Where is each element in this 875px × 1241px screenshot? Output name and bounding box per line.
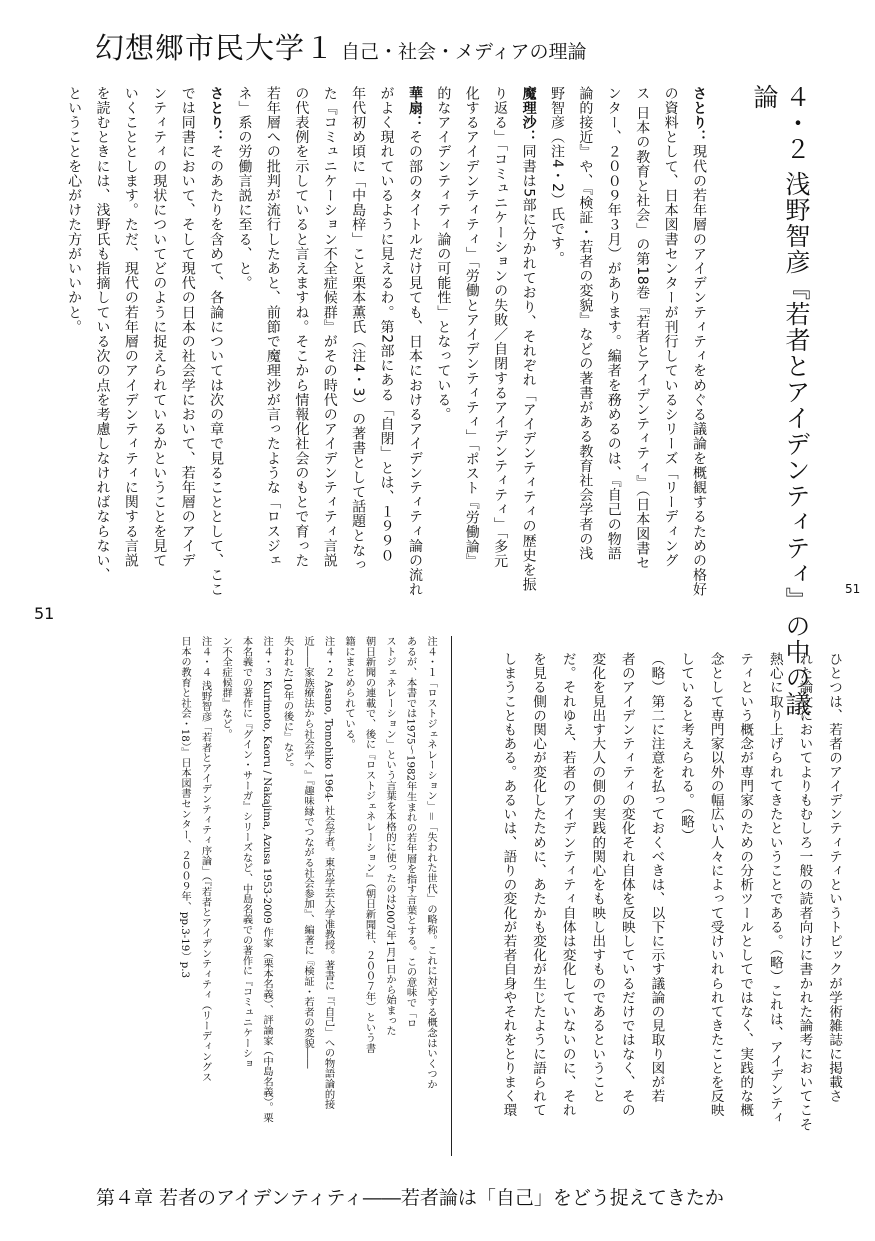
dialogue-line: では同書において、そして現代の日本の社会学において、若年層のアイデ [179,86,196,568]
quotation-line: ティという概念が専門家のための分析ツールとしてではなく、実践的な概 [737,652,754,1118]
speaker-label: さとり： [691,86,707,145]
dialogue-line [202,86,230,621]
quotation-line: 熱心に取り上げられてきたということである。（略）これは、アイデンティ [766,652,783,1125]
footnote-line: あるが、本書では1975〜1982年生まれの若年層を指す言葉とする。この意味で「ロ [404,636,417,1029]
section-title-line: ４・２ 浅野智彦『若者とアイデンティティ』の中の議 [782,84,811,717]
quotation-line: ひとつは、若者のアイデンティティというトピックが学術雑誌に掲載さ [826,652,842,1104]
dialogue-block [60,86,713,621]
footnote-line: 失われた10年の後に』など。 [281,636,294,773]
dialogue-line: の代表例を示していると言えますね。そこから情報化社会のもとで育った [293,86,310,568]
dialogue-line [401,86,429,621]
footnote-line: 注４・３ Kurimoto, Kaoru / Nakajima, Azusa 1953-2009 作家（栗本名義）、評論家（中島名義）。栗 [261,636,273,1123]
dialogue-paragraph [429,86,543,621]
dialogue-paragraph [60,86,230,621]
quotation-line: れた論文においてよりもむしろ一般の読者向けに書かれた論考においてこそ [796,652,813,1132]
quotation-line: 念として専門家以外の幅広い人々によって受けいれられてきたことを反映 [707,652,724,1118]
quotation-line: していると考えられる。（略） [678,652,695,843]
dialogue-text: 同書は5部に分かれており、それぞれ「アイデンティティの歴史を振 [520,144,537,592]
quotation-line: を見る側の関心が変化したために、あたかも変化が生じたように語られて [530,652,547,1118]
dialogue-line: 野智彦（注4・2）氏です。 [548,86,565,266]
dialogue-line: ネ」系の労働言説に至る、と。 [236,86,253,291]
dialogue-line: ンター、２００９年３月）があります。編者を務めるのは、『自己の物語 [605,86,622,561]
footnote-line: 籍にまとめられている。 [343,636,355,750]
section-title-line: 論 [750,84,779,110]
quotation-line: しまうこともある。あるいは、語りの変化が若者自身やそれをとりまく環 [500,652,517,1118]
book-title: 幻想郷市民大学１ [95,31,336,65]
dialogue-line: がよく現れているように見えるわ。第2部にある「自閉」とは、１９９０ [378,86,395,563]
footnotes [175,636,442,1156]
dialogue-paragraph [543,86,713,621]
speaker-label: さとり： [208,86,225,145]
dialogue-text: 現代の若年層のアイデンティティをめぐる議論を概観するための格好 [691,144,707,598]
footnote-line: 本名義での著作に『グイン・サーガ』シリーズなど、中島名義での著作に『コミュニケーショ [240,636,253,1069]
dialogue-line: いくこととします。ただ、現代の若年層のアイデンティティに関する言説 [122,86,139,568]
dialogue-text: その部のタイトルだけ見ても、日本におけるアイデンティティ論の流れ [406,129,423,598]
book-subtitle: 自己・社会・メディアの理論 [341,41,587,63]
quotation-block [493,652,848,1154]
footnote-line: ストジェネレーション」という言葉を本格的に使ったのは2007年1月1日から始まった [384,636,396,1036]
dialogue-line: ンティティの現状についてどのように捉えられているかということを見て [151,86,168,568]
chapter-footer: 第４章 若者のアイデンティティ――若者論は「自己」をどう捉えてきたか [96,1187,724,1209]
speaker-label: 魔理沙： [520,86,537,145]
dialogue-line: 論的接近』や、『検証・若者の変貌』などの著書がある教育社会学者の浅 [577,86,594,561]
dialogue-line: ス 日本の教育と社会」の第18巻『若者とアイデンティティ』（日本図書セ [634,86,651,571]
page-number-right: 51 [845,582,861,596]
footnote-line: 注４・２ Asano, Tomohiko 1964- 社会学者。東京学芸大学准教授。著書に『「自己」への物語論的接 [322,636,335,1110]
dialogue-line: 若年層への批判が流行したあと、前節で魔理沙が言ったような「ロスジェ [264,86,281,568]
footnote-line: ン不全症候群』など。 [220,636,232,739]
footnote-line: 注４・１「ロストジェネレーション」＝「失われた世代」の略称。これに対応する概念はいくつか [425,636,437,1090]
dialogue-line [514,86,542,621]
section-title [748,84,812,717]
notes-divider [451,636,452,1156]
dialogue-text: そのあたりを含めて、各論については次の章で見ることとして、ここ [208,144,225,598]
page-number-left: 51 [34,604,55,623]
quotation-line: 者のアイデンティティの変化それ自体を反映しているだけではなく、その [618,652,635,1118]
dialogue-line: 的なアイデンティティ論の可能性」となっている。 [435,86,452,422]
footnote-line: 日本の教育と社会・18）』日本図書センター、２００９年、pp.3-19）p.3 [179,636,191,979]
footnote-line: 注４・４ 浅野智彦「若者とアイデンティティ序論」（『若者とアイデンティティ（リーディングス [199,636,212,1083]
dialogue-line: り返る」「コミュニケーションの失敗／自閉するアイデンティティ」「多元 [492,86,509,569]
dialogue-line: 化するアイデンティティ」「労働とアイデンティティ」「ポスト『労働論』 [463,86,480,569]
speaker-label: 華扇： [406,86,423,130]
dialogue-paragraph [230,86,429,621]
quotation-line: 変化を見出す大人の側の実践的関心をも映し出すものであるということ [589,652,606,1104]
dialogue-line [685,86,713,621]
dialogue-line: の資料として、日本図書センターが刊行しているシリーズ「リーディング [662,86,679,568]
footnote-line: 朝日新聞の連載で、後に『ロストジェネレーション』（朝日新聞社、２００７年）という書 [363,636,376,1054]
dialogue-line: た『コミュニケーション不全症候群』がその時代のアイデンティティ言説 [321,86,338,568]
dialogue-line: 年代初め頃に「中島梓」こと栗本薫氏（注4・3）の著書として話題となっ [350,86,367,573]
dialogue-line: を読むときには、浅野氏も指摘している次の点を考慮しなければならない、 [94,86,111,583]
dialogue-line: ということを心がけた方がいいかと。 [66,86,83,335]
quotation-line: （略）第二に注意を払っておくべきは、以下に示す議論の見取り図が若 [648,652,665,1104]
quotation-line: だ。それゆえ、若者のアイデンティティ自体は変化していないのに、それ [559,652,576,1118]
page-header [95,26,587,67]
footnote-line: 近――家族療法から社会学へ』『趣味縁でつながる社会参加』、編著に『検証・若者の変貌―― [302,636,314,1069]
